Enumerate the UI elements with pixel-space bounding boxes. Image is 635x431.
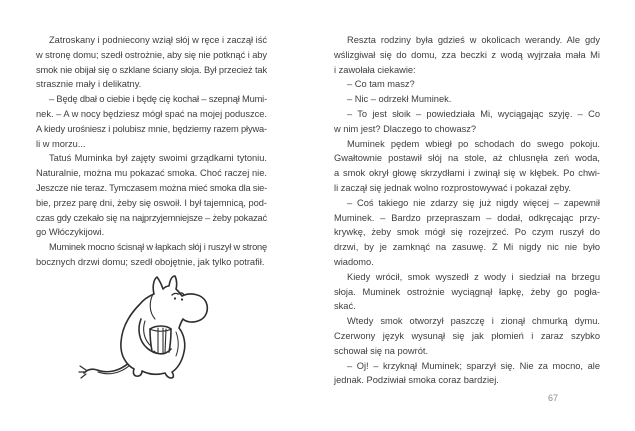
text-line: strasznie mały i delikatny. (36, 79, 142, 90)
text-line: – Nic – odrzekł Muminek. (347, 94, 452, 105)
text-line: – Co tam masz? (347, 79, 415, 90)
text-line: – To jest słoik – powiedziała Mi, wyciągając szyję. – Co (347, 108, 600, 119)
left-page-text (36, 33, 267, 270)
text-line: wiadomo. (334, 256, 374, 267)
text-line: w nim jest? Dlaczego to chowasz? (334, 123, 477, 134)
text-line: li w morzu... (36, 138, 86, 149)
text-line: w stronę domu; szedł ostrożnie, aby się nie potknąć i aby (36, 49, 267, 60)
text-line: skać. (334, 301, 356, 312)
text-line: czas gdy czekało się na najprzyjemniejsze – żeby pokazać (36, 212, 267, 223)
text-line: Gwałtownie postawił słój na stole, aż chlusnęła zeń woda, (334, 153, 600, 164)
text-line: A kiedy urośniesz i polubisz mnie, będziemy razem pływa- (36, 123, 268, 134)
text-line: Muminek pędem wbiegł po schodach do swego pokoju. (347, 138, 600, 149)
text-line: słoja. Muminek ostrożnie wyciągnął łapkę, żeby go pogła- (334, 286, 600, 297)
text-line: drzwi, by je zamknąć na zasuwę. Z Mi nigdy nic nie było (334, 242, 601, 253)
moomin-walking-with-jar-sketch (78, 272, 214, 384)
moomin-illustration (78, 272, 214, 384)
text-line: i zawołała ciekawie: (334, 64, 416, 75)
text-line: li zaczął się jednak wolno rozprostowywać i pokazał zęby. (334, 182, 572, 193)
text-line: bocznych drzwi domu; szedł obojętnie, jak tylko potrafił. (36, 256, 265, 267)
text-line: Tatuś Muminka był zajęty swoimi grządkami tytoniu. (49, 153, 267, 164)
text-line: smok nie obijał się o szklane ściany słoja. Był przecież tak (36, 64, 267, 75)
text-line: nek. – A w nocy będziesz mógł spać na mojej poduszce. (36, 108, 267, 119)
text-line: Czerwony język wysunął się jak płomień i zaraz szybko (334, 330, 600, 341)
text-line: Zatroskany i podniecony wziął słój w ręce i zaczął iść (49, 35, 267, 45)
text-line: a smok okrył głowę skrzydłami i zwinął się w kłębek. Po chwi- (334, 168, 600, 179)
text-line: jednak. Podziwiał smoka coraz bardziej. (334, 375, 499, 386)
text-line: Kiedy wrócił, smok wyszedł z wody i siedział na brzegu (347, 271, 600, 282)
text-line: wślizgiwał się do domu, zza beczki z wodą wyjrzała mała Mi (334, 49, 600, 60)
text-line: Muminek mocno ścisnął w łapkach słój i ruszył w stronę (49, 242, 267, 253)
text-line: bie, przez parę dni, żeby się oswoił. I był tajemnicą, pod- (36, 197, 268, 208)
text-line: Naturalnie, można mu pokazać smoka. Choć raczej nie. (36, 168, 267, 179)
right-page-text (334, 33, 600, 388)
text-line: – Będę dbał o ciebie i będę cię kochał – szepnął Mumi- (49, 94, 268, 105)
text-line: Muminek. – Bardzo przepraszam – dodał, odkręcając przy- (334, 212, 601, 223)
text-line: krywkę, żeby smok mógł się rozejrzeć. Po czym ruszył do (334, 227, 600, 238)
text-line: Jeszcze nie teraz. Tymczasem można mieć smoka dla sie- (36, 182, 267, 193)
text-line: – Oj! – krzyknął Muminek; sparzył się. Nie za mocno, ale (347, 360, 600, 371)
page-number: 67 (547, 393, 558, 403)
text-line: Reszta rodziny była gdzieś w okolicach werandy. Ale gdy (347, 35, 600, 45)
text-line: schował się na powrót. (334, 345, 429, 356)
text-line: go Włóczykijowi. (36, 227, 105, 238)
text-line: – Coś takiego nie zdarzy się już nigdy więcej – zapewnił (347, 197, 600, 208)
text-line: Wtedy smok otworzył paszczę i zionął chmurką dymu. (347, 316, 600, 327)
